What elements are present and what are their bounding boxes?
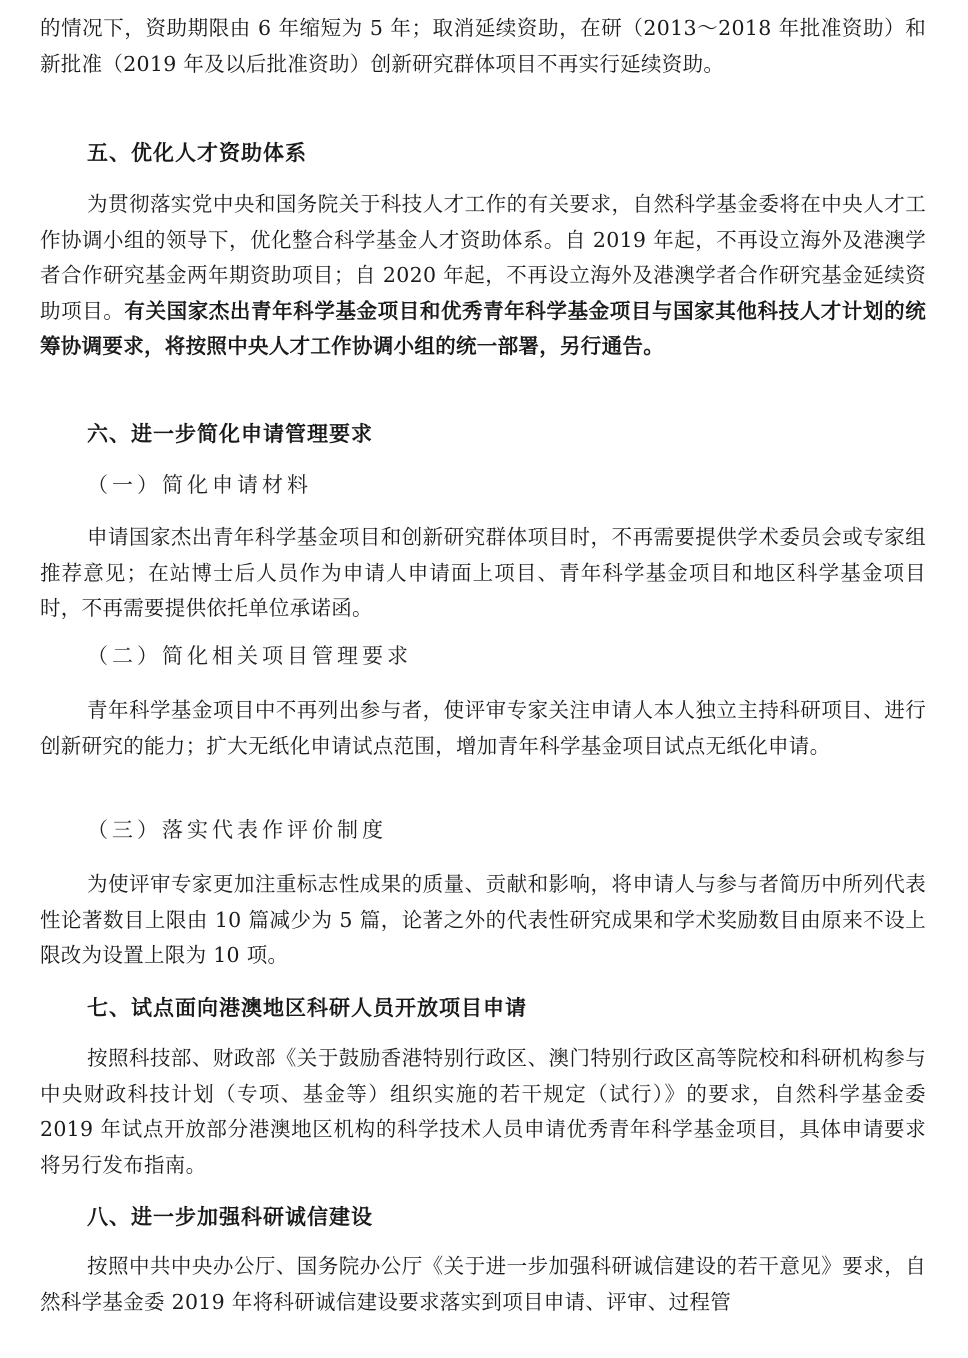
section-6-1-heading: （一）简化申请材料 [87, 473, 312, 497]
section-6-heading: 六、进一步简化申请管理要求 [87, 422, 373, 446]
section-7-paragraph: 按照科技部、财政部《关于鼓励香港特别行政区、澳门特别行政区高等院校和科研机构参与中央财政科技计划（专项、基金等）组织实施的若干规定（试行）》的要求，自然科学基金委 2019 年试点开放部分港澳地区机构的科学技术人员申请优秀青年科学基金项目，具体申请要求将另行发布指南。 [40, 1046, 926, 1177]
section-5-paragraph [40, 187, 926, 365]
section-7-heading: 七、试点面向港澳地区科研人员开放项目申请 [87, 996, 527, 1020]
section-5-heading: 五、优化人才资助体系 [87, 141, 307, 165]
section-5-text: 为贯彻落实党中央和国务院关于科技人才工作的有关要求，自然科学基金委将在中央人才工作协调小组的领导下，优化整合科学基金人才资助体系。自 2019 年起，不再设立海外及港澳学者合作研究基金两年期资助项目；自 2020 年起，不再设立海外及港澳学者合作研究基金延续资助项目。 [40, 192, 926, 323]
section-6-1-paragraph: 申请国家杰出青年科学基金项目和创新研究群体项目时，不再需要提供学术委员会或专家组推荐意见；在站博士后人员作为申请人申请面上项目、青年科学基金项目和地区科学基金项目时，不再需要提供依托单位承诺函。 [40, 525, 926, 620]
section-8-paragraph: 按照中共中央办公厅、国务院办公厅《关于进一步加强科研诚信建设的若干意见》要求，自然科学基金委 2019 年将科研诚信建设要求落实到项目申请、评审、过程管 [40, 1254, 926, 1314]
section-6-3-heading: （三）落实代表作评价制度 [87, 818, 387, 842]
section-8-heading: 八、进一步加强科研诚信建设 [87, 1205, 373, 1229]
section-6-2-heading: （二）简化相关项目管理要求 [87, 644, 412, 668]
paragraph-continuation: 的情况下，资助期限由 6 年缩短为 5 年；取消延续资助，在研（2013～2018 年批准资助）和新批准（2019 年及以后批准资助）创新研究群体项目不再实行延续资助。 [40, 16, 926, 76]
section-5-bold-text: 有关国家杰出青年科学基金项目和优秀青年科学基金项目与国家其他科技人才计划的统筹协调要求，将按照中央人才工作协调小组的统一部署，另行通告。 [40, 298, 927, 358]
section-6-2-paragraph: 青年科学基金项目中不再列出参与者，使评审专家关注申请人本人独立主持科研项目、进行创新研究的能力；扩大无纸化申请试点范围，增加青年科学基金项目试点无纸化申请。 [40, 698, 926, 758]
section-6-3-paragraph: 为使评审专家更加注重标志性成果的质量、贡献和影响，将申请人与参与者简历中所列代表性论著数目上限由 10 篇减少为 5 篇，论著之外的代表性研究成果和学术奖励数目由原来不设上限改为设置上限为 10 项。 [40, 872, 926, 967]
